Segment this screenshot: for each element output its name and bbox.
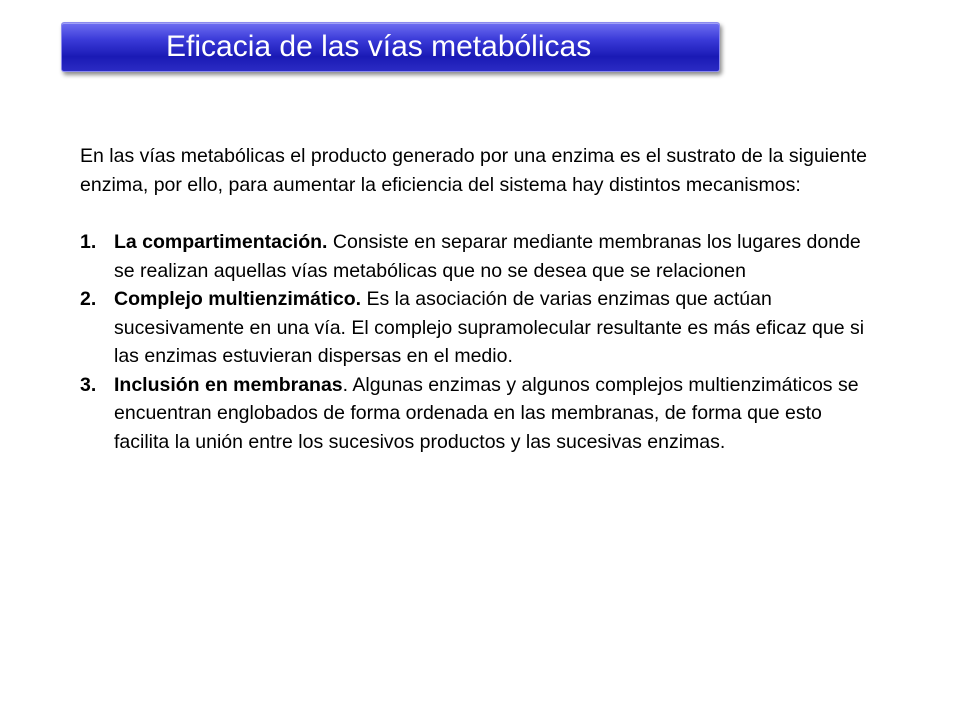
slide-body bbox=[80, 142, 870, 456]
list-term: Complejo multienzimático. bbox=[114, 288, 362, 310]
list-item-inclusion-membranas bbox=[80, 371, 870, 457]
list-item-complejo-multienzimatico bbox=[80, 285, 870, 371]
list-item-compartimentacion bbox=[80, 228, 870, 285]
list-number: 2. bbox=[80, 288, 97, 310]
intro-paragraph: En las vías metabólicas el producto generado por una enzima es el sustrato de la siguiente enzima, por ello, para aumentar la eficiencia del sistema hay distintos mecanismos: bbox=[80, 145, 867, 196]
mechanisms-list bbox=[80, 228, 870, 456]
list-description: Consiste en separar mediante membranas los lugares donde se realizan aquellas vías metabólicas que no se desea que se relacionen bbox=[114, 231, 861, 282]
list-term: La compartimentación. bbox=[114, 231, 328, 253]
list-term: Inclusión en membranas bbox=[114, 373, 343, 396]
slide-title: Eficacia de las vías metabólicas bbox=[166, 30, 592, 63]
title-banner bbox=[61, 22, 720, 72]
list-description: . Algunas enzimas y algunos complejos multienzimáticos se encuentran englobados de forma ordenada en las membranas, de forma que esto facilita la unión entre los sucesivos productos y las sucesivas enzimas. bbox=[114, 373, 859, 453]
list-number: 3. bbox=[80, 373, 97, 396]
list-number: 1. bbox=[80, 231, 97, 253]
list-description: Es la asociación de varias enzimas que actúan sucesivamente en una vía. El complejo supramolecular resultante es más eficaz que si las enzimas estuvieran dispersas en el medio. bbox=[114, 288, 865, 367]
